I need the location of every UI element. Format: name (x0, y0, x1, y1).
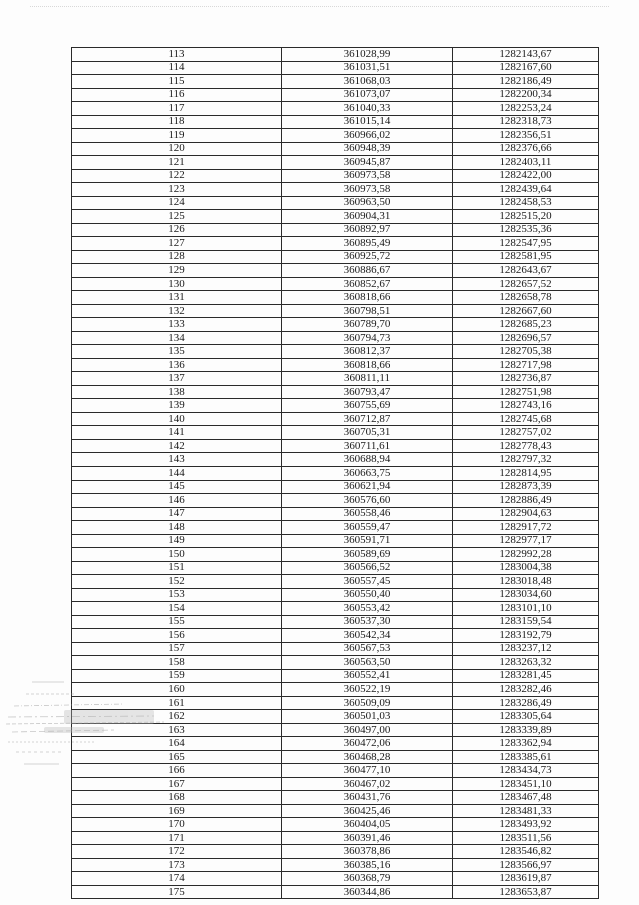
x-coordinate-cell: 361031,51 (282, 61, 453, 75)
y-coordinate-cell: 1282886,49 (453, 494, 599, 508)
y-coordinate-cell: 1282814,95 (453, 466, 599, 480)
table-row (72, 439, 599, 453)
y-coordinate-cell: 1282705,38 (453, 345, 599, 359)
table-row (72, 277, 599, 291)
x-coordinate-cell: 360973,58 (282, 169, 453, 183)
y-coordinate-cell: 1283385,61 (453, 750, 599, 764)
x-coordinate-cell: 360467,02 (282, 777, 453, 791)
point-number-cell: 151 (72, 561, 282, 575)
table-row (72, 331, 599, 345)
point-number-cell: 153 (72, 588, 282, 602)
y-coordinate-cell: 1282547,95 (453, 237, 599, 251)
x-coordinate-cell: 360789,70 (282, 318, 453, 332)
y-coordinate-cell: 1283305,64 (453, 710, 599, 724)
point-number-cell: 167 (72, 777, 282, 791)
table-row (72, 250, 599, 264)
table-row (72, 872, 599, 886)
y-coordinate-cell: 1282873,39 (453, 480, 599, 494)
table-row (72, 804, 599, 818)
x-coordinate-cell: 360886,67 (282, 264, 453, 278)
table-row (72, 791, 599, 805)
point-number-cell: 160 (72, 683, 282, 697)
x-coordinate-cell: 360385,16 (282, 858, 453, 872)
point-number-cell: 164 (72, 737, 282, 751)
table-row (72, 385, 599, 399)
table-row (72, 345, 599, 359)
x-coordinate-cell: 360712,87 (282, 412, 453, 426)
table-row (72, 183, 599, 197)
y-coordinate-cell: 1282581,95 (453, 250, 599, 264)
table-row (72, 723, 599, 737)
table-row (72, 142, 599, 156)
point-number-cell: 171 (72, 831, 282, 845)
point-number-cell: 159 (72, 669, 282, 683)
y-coordinate-cell: 1282992,28 (453, 548, 599, 562)
x-coordinate-cell: 360542,34 (282, 629, 453, 643)
y-coordinate-cell: 1282318,73 (453, 115, 599, 129)
point-number-cell: 162 (72, 710, 282, 724)
y-coordinate-cell: 1283467,48 (453, 791, 599, 805)
x-coordinate-cell: 360591,71 (282, 534, 453, 548)
x-coordinate-cell: 360368,79 (282, 872, 453, 886)
table-row (72, 642, 599, 656)
x-coordinate-cell: 360404,05 (282, 818, 453, 832)
x-coordinate-cell: 360431,76 (282, 791, 453, 805)
point-number-cell: 124 (72, 196, 282, 210)
x-coordinate-cell: 360552,41 (282, 669, 453, 683)
point-number-cell: 158 (72, 656, 282, 670)
table-row (72, 737, 599, 751)
point-number-cell: 143 (72, 453, 282, 467)
point-number-cell: 166 (72, 764, 282, 778)
x-coordinate-cell: 360811,11 (282, 372, 453, 386)
x-coordinate-cell: 360497,00 (282, 723, 453, 737)
y-coordinate-cell: 1283546,82 (453, 845, 599, 859)
x-coordinate-cell: 360812,37 (282, 345, 453, 359)
point-number-cell: 161 (72, 696, 282, 710)
point-number-cell: 147 (72, 507, 282, 521)
x-coordinate-cell: 360559,47 (282, 521, 453, 535)
y-coordinate-cell: 1282643,67 (453, 264, 599, 278)
y-coordinate-cell: 1282696,57 (453, 331, 599, 345)
x-coordinate-cell: 360566,52 (282, 561, 453, 575)
y-coordinate-cell: 1282743,16 (453, 399, 599, 413)
table-row (72, 210, 599, 224)
y-coordinate-cell: 1282904,63 (453, 507, 599, 521)
table-row (72, 169, 599, 183)
y-coordinate-cell: 1283237,12 (453, 642, 599, 656)
x-coordinate-cell: 360550,40 (282, 588, 453, 602)
y-coordinate-cell: 1282376,66 (453, 142, 599, 156)
table-row (72, 696, 599, 710)
x-coordinate-cell: 360621,94 (282, 480, 453, 494)
x-coordinate-cell: 360472,06 (282, 737, 453, 751)
y-coordinate-cell: 1282535,36 (453, 223, 599, 237)
point-number-cell: 116 (72, 88, 282, 102)
table-row (72, 777, 599, 791)
table-row (72, 304, 599, 318)
x-coordinate-cell: 360818,66 (282, 291, 453, 305)
x-coordinate-cell: 361073,07 (282, 88, 453, 102)
table-row (72, 764, 599, 778)
table-row (72, 88, 599, 102)
table-row (72, 602, 599, 616)
y-coordinate-cell: 1282143,67 (453, 48, 599, 62)
y-coordinate-cell: 1283281,45 (453, 669, 599, 683)
point-number-cell: 127 (72, 237, 282, 251)
y-coordinate-cell: 1283101,10 (453, 602, 599, 616)
y-coordinate-cell: 1282186,49 (453, 75, 599, 89)
y-coordinate-cell: 1282200,34 (453, 88, 599, 102)
y-coordinate-cell: 1282745,68 (453, 412, 599, 426)
y-coordinate-cell: 1282403,11 (453, 156, 599, 170)
table-row (72, 75, 599, 89)
table-row (72, 534, 599, 548)
x-coordinate-cell: 360522,19 (282, 683, 453, 697)
x-coordinate-cell: 360798,51 (282, 304, 453, 318)
table-row (72, 466, 599, 480)
y-coordinate-cell: 1282667,60 (453, 304, 599, 318)
x-coordinate-cell: 360558,46 (282, 507, 453, 521)
x-coordinate-cell: 360688,94 (282, 453, 453, 467)
x-coordinate-cell: 360663,75 (282, 466, 453, 480)
point-number-cell: 114 (72, 61, 282, 75)
y-coordinate-cell: 1282658,78 (453, 291, 599, 305)
table-row (72, 223, 599, 237)
table-row (72, 885, 599, 899)
y-coordinate-cell: 1282422,00 (453, 169, 599, 183)
y-coordinate-cell: 1282515,20 (453, 210, 599, 224)
table-row (72, 129, 599, 143)
x-coordinate-cell: 360391,46 (282, 831, 453, 845)
point-number-cell: 122 (72, 169, 282, 183)
x-coordinate-cell: 360925,72 (282, 250, 453, 264)
point-number-cell: 150 (72, 548, 282, 562)
point-number-cell: 157 (72, 642, 282, 656)
y-coordinate-cell: 1283263,32 (453, 656, 599, 670)
table-row (72, 629, 599, 643)
table-row (72, 291, 599, 305)
y-coordinate-cell: 1282736,87 (453, 372, 599, 386)
x-coordinate-cell: 360973,58 (282, 183, 453, 197)
table-row (72, 237, 599, 251)
point-number-cell: 170 (72, 818, 282, 832)
x-coordinate-cell: 361015,14 (282, 115, 453, 129)
x-coordinate-cell: 360557,45 (282, 575, 453, 589)
table-row (72, 426, 599, 440)
y-coordinate-cell: 1282657,52 (453, 277, 599, 291)
x-coordinate-cell: 360793,47 (282, 385, 453, 399)
point-number-cell: 136 (72, 358, 282, 372)
y-coordinate-cell: 1282439,64 (453, 183, 599, 197)
y-coordinate-cell: 1283481,33 (453, 804, 599, 818)
table-row (72, 412, 599, 426)
point-number-cell: 118 (72, 115, 282, 129)
y-coordinate-cell: 1282167,60 (453, 61, 599, 75)
y-coordinate-cell: 1283286,49 (453, 696, 599, 710)
point-number-cell: 137 (72, 372, 282, 386)
point-number-cell: 146 (72, 494, 282, 508)
y-coordinate-cell: 1282757,02 (453, 426, 599, 440)
y-coordinate-cell: 1283018,48 (453, 575, 599, 589)
x-coordinate-cell: 360477,10 (282, 764, 453, 778)
point-number-cell: 117 (72, 102, 282, 116)
x-coordinate-cell: 360501,03 (282, 710, 453, 724)
table-row (72, 845, 599, 859)
x-coordinate-cell: 360553,42 (282, 602, 453, 616)
table-row (72, 102, 599, 116)
point-number-cell: 123 (72, 183, 282, 197)
table-row (72, 196, 599, 210)
point-number-cell: 148 (72, 521, 282, 535)
x-coordinate-cell: 360537,30 (282, 615, 453, 629)
table-row (72, 372, 599, 386)
x-coordinate-cell: 361068,03 (282, 75, 453, 89)
point-number-cell: 156 (72, 629, 282, 643)
x-coordinate-cell: 360576,60 (282, 494, 453, 508)
y-coordinate-cell: 1282778,43 (453, 439, 599, 453)
table-row (72, 669, 599, 683)
x-coordinate-cell: 360589,69 (282, 548, 453, 562)
point-number-cell: 120 (72, 142, 282, 156)
point-number-cell: 168 (72, 791, 282, 805)
table-row (72, 358, 599, 372)
point-number-cell: 169 (72, 804, 282, 818)
point-number-cell: 119 (72, 129, 282, 143)
y-coordinate-cell: 1282717,98 (453, 358, 599, 372)
table-row (72, 710, 599, 724)
point-number-cell: 174 (72, 872, 282, 886)
y-coordinate-cell: 1283493,92 (453, 818, 599, 832)
table-row (72, 453, 599, 467)
point-number-cell: 126 (72, 223, 282, 237)
table-row (72, 548, 599, 562)
x-coordinate-cell: 360818,66 (282, 358, 453, 372)
page-top-edge (30, 6, 609, 8)
table-row (72, 115, 599, 129)
table-row (72, 818, 599, 832)
y-coordinate-cell: 1282917,72 (453, 521, 599, 535)
y-coordinate-cell: 1282458,53 (453, 196, 599, 210)
y-coordinate-cell: 1283619,87 (453, 872, 599, 886)
point-number-cell: 132 (72, 304, 282, 318)
x-coordinate-cell: 360904,31 (282, 210, 453, 224)
y-coordinate-cell: 1283339,89 (453, 723, 599, 737)
table-row (72, 521, 599, 535)
x-coordinate-cell: 361040,33 (282, 102, 453, 116)
x-coordinate-cell: 360963,50 (282, 196, 453, 210)
table-row (72, 750, 599, 764)
table-row (72, 561, 599, 575)
point-number-cell: 149 (72, 534, 282, 548)
point-number-cell: 140 (72, 412, 282, 426)
table-row (72, 494, 599, 508)
x-coordinate-cell: 360563,50 (282, 656, 453, 670)
y-coordinate-cell: 1283511,56 (453, 831, 599, 845)
x-coordinate-cell: 360895,49 (282, 237, 453, 251)
table-row (72, 399, 599, 413)
point-number-cell: 172 (72, 845, 282, 859)
x-coordinate-cell: 360794,73 (282, 331, 453, 345)
x-coordinate-cell: 360509,09 (282, 696, 453, 710)
x-coordinate-cell: 360852,67 (282, 277, 453, 291)
point-number-cell: 121 (72, 156, 282, 170)
x-coordinate-cell: 360468,28 (282, 750, 453, 764)
point-number-cell: 175 (72, 885, 282, 899)
point-number-cell: 145 (72, 480, 282, 494)
y-coordinate-cell: 1282977,17 (453, 534, 599, 548)
y-coordinate-cell: 1283362,94 (453, 737, 599, 751)
x-coordinate-cell: 360344,86 (282, 885, 453, 899)
x-coordinate-cell: 361028,99 (282, 48, 453, 62)
table-row (72, 575, 599, 589)
point-number-cell: 173 (72, 858, 282, 872)
y-coordinate-cell: 1282797,32 (453, 453, 599, 467)
point-number-cell: 142 (72, 439, 282, 453)
x-coordinate-cell: 360945,87 (282, 156, 453, 170)
table-row (72, 831, 599, 845)
coordinates-table (71, 47, 599, 899)
point-number-cell: 129 (72, 264, 282, 278)
y-coordinate-cell: 1283451,10 (453, 777, 599, 791)
point-number-cell: 141 (72, 426, 282, 440)
table-row (72, 683, 599, 697)
y-coordinate-cell: 1283004,38 (453, 561, 599, 575)
x-coordinate-cell: 360425,46 (282, 804, 453, 818)
y-coordinate-cell: 1282685,23 (453, 318, 599, 332)
x-coordinate-cell: 360948,39 (282, 142, 453, 156)
table-row (72, 615, 599, 629)
table-row (72, 656, 599, 670)
point-number-cell: 138 (72, 385, 282, 399)
point-number-cell: 131 (72, 291, 282, 305)
x-coordinate-cell: 360378,86 (282, 845, 453, 859)
point-number-cell: 115 (72, 75, 282, 89)
x-coordinate-cell: 360567,53 (282, 642, 453, 656)
point-number-cell: 139 (72, 399, 282, 413)
point-number-cell: 128 (72, 250, 282, 264)
point-number-cell: 155 (72, 615, 282, 629)
coordinates-table-body (72, 48, 599, 899)
table-row (72, 48, 599, 62)
table-row (72, 588, 599, 602)
table-row (72, 318, 599, 332)
y-coordinate-cell: 1283159,54 (453, 615, 599, 629)
y-coordinate-cell: 1282356,51 (453, 129, 599, 143)
x-coordinate-cell: 360705,31 (282, 426, 453, 440)
y-coordinate-cell: 1283034,60 (453, 588, 599, 602)
y-coordinate-cell: 1282253,24 (453, 102, 599, 116)
point-number-cell: 130 (72, 277, 282, 291)
y-coordinate-cell: 1283653,87 (453, 885, 599, 899)
y-coordinate-cell: 1283566,97 (453, 858, 599, 872)
point-number-cell: 125 (72, 210, 282, 224)
table-row (72, 507, 599, 521)
point-number-cell: 134 (72, 331, 282, 345)
table-row (72, 480, 599, 494)
x-coordinate-cell: 360966,02 (282, 129, 453, 143)
x-coordinate-cell: 360755,69 (282, 399, 453, 413)
point-number-cell: 135 (72, 345, 282, 359)
y-coordinate-cell: 1282751,98 (453, 385, 599, 399)
point-number-cell: 133 (72, 318, 282, 332)
y-coordinate-cell: 1283192,79 (453, 629, 599, 643)
x-coordinate-cell: 360892,97 (282, 223, 453, 237)
point-number-cell: 154 (72, 602, 282, 616)
table-row (72, 156, 599, 170)
point-number-cell: 113 (72, 48, 282, 62)
point-number-cell: 165 (72, 750, 282, 764)
x-coordinate-cell: 360711,61 (282, 439, 453, 453)
table-row (72, 264, 599, 278)
y-coordinate-cell: 1283434,73 (453, 764, 599, 778)
point-number-cell: 144 (72, 466, 282, 480)
table-row (72, 61, 599, 75)
point-number-cell: 163 (72, 723, 282, 737)
y-coordinate-cell: 1283282,46 (453, 683, 599, 697)
point-number-cell: 152 (72, 575, 282, 589)
table-row (72, 858, 599, 872)
